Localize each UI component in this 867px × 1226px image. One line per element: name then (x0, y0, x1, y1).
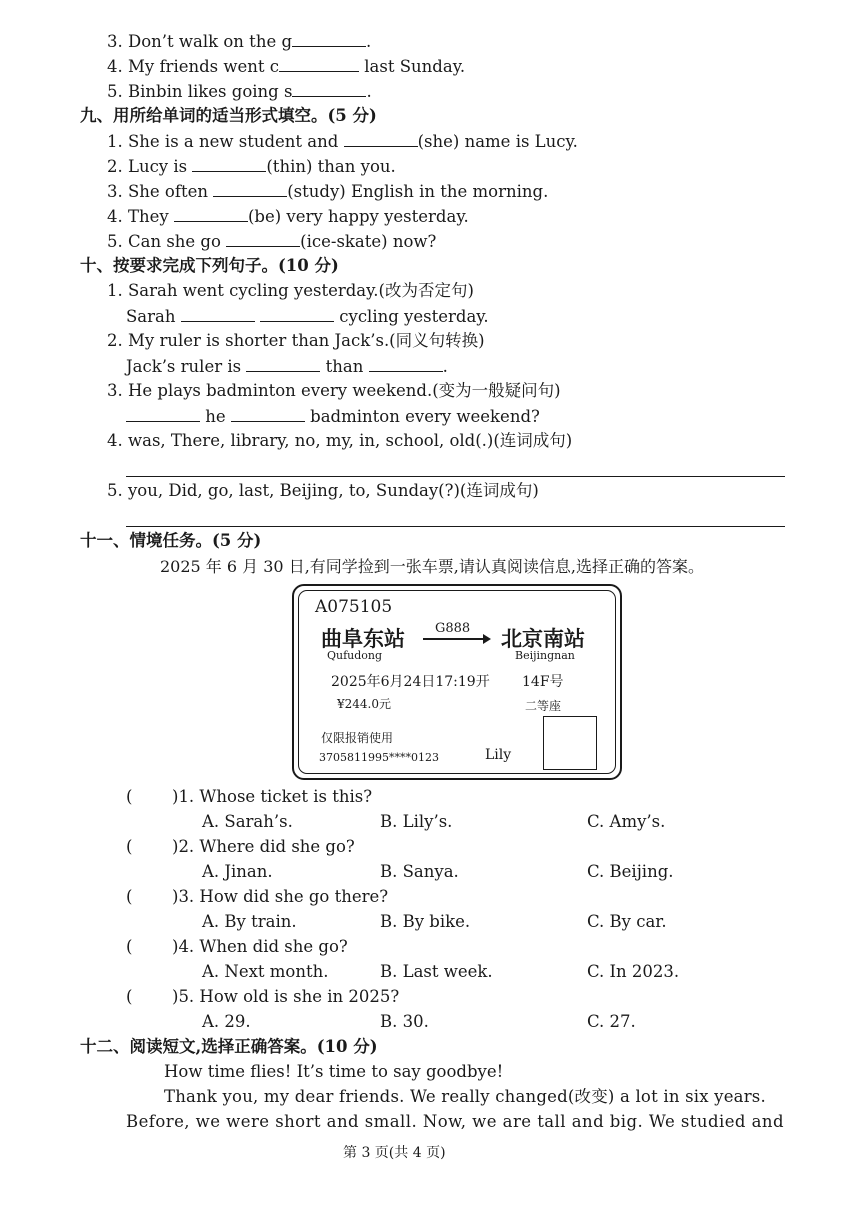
answer-rule[interactable] (126, 526, 785, 527)
ticket-number: A075105 (315, 597, 393, 617)
option-a[interactable]: A. 29. (202, 1012, 251, 1031)
question-text: 3. He plays badminton every weekend.(变为一般疑问句) (107, 381, 561, 400)
answer-blank[interactable] (213, 180, 287, 197)
answer-paren[interactable]: ( (126, 987, 133, 1006)
answer-line: Jack’s ruler is than . (126, 357, 448, 376)
answer-blank[interactable] (344, 130, 418, 147)
option-c[interactable]: C. By car. (587, 912, 667, 931)
fill-item: 4. They (be) very happy yesterday. (107, 207, 469, 226)
question-text: 1. Sarah went cycling yesterday.(改为否定句) (107, 281, 474, 300)
answer-blank[interactable] (292, 80, 366, 97)
page-footer: 第 3 页(共 4 页) (343, 1145, 446, 1161)
fill-item-3: 3. Don’t walk on the g . (107, 32, 372, 51)
train-ticket (292, 584, 622, 780)
passage-line: Thank you, my dear friends. We really changed(改变) a lot in six years. (164, 1087, 766, 1106)
question-text: )1. Whose ticket is this? (172, 787, 373, 806)
reimbursement-note: 仅限报销使用 (321, 731, 394, 745)
option-a[interactable]: A. Sarah’s. (202, 812, 293, 831)
passenger-name: Lily (485, 747, 512, 763)
option-b[interactable]: B. 30. (380, 1012, 429, 1031)
answer-rule[interactable] (126, 476, 785, 477)
answer-blank[interactable] (174, 205, 248, 222)
passenger-id: 3705811995****0123 (319, 751, 439, 764)
answer-paren[interactable]: ( (126, 787, 133, 806)
answer-blank[interactable] (279, 55, 359, 72)
question-text: 5. you, Did, go, last, Beijing, to, Sunday(?)(连词成句) (107, 481, 539, 500)
answer-blank[interactable] (231, 405, 305, 422)
seat-class: 二等座 (525, 699, 562, 713)
section-heading: 十一、情境任务。(5 分) (80, 531, 262, 550)
answer-blank[interactable] (246, 355, 320, 372)
passage-line: How time flies! It’s time to say goodbye! (164, 1062, 504, 1081)
question-text: 4. was, There, library, no, my, in, school, old(.)(连词成句) (107, 431, 573, 450)
section-heading: 十二、阅读短文,选择正确答案。(10 分) (80, 1037, 378, 1056)
option-a[interactable]: A. Next month. (202, 962, 329, 981)
passage-line: Before, we were short and small. Now, we are tall and big. We studied and (126, 1112, 785, 1131)
arrow-right-icon (423, 638, 489, 640)
option-a[interactable]: A. By train. (202, 912, 297, 931)
fill-item: 2. Lucy is (thin) than you. (107, 157, 396, 176)
task-intro: 2025 年 6 月 30 日,有同学捡到一张车票,请认真阅读信息,选择正确的答案。 (160, 557, 704, 576)
fill-item-5: 5. Binbin likes going s . (107, 82, 372, 101)
fill-item: 3. She often (study) English in the morning. (107, 182, 549, 201)
departure-station: 曲阜东站 (321, 626, 405, 651)
option-b[interactable]: B. Sanya. (380, 862, 459, 881)
answer-line: Sarah cycling yesterday. (126, 307, 489, 326)
option-a[interactable]: A. Jinan. (202, 862, 273, 881)
ticket-price: ¥244.0元 (337, 697, 391, 711)
arrival-pinyin: Beijingnan (515, 649, 575, 662)
answer-blank[interactable] (260, 305, 334, 322)
option-c[interactable]: C. Beijing. (587, 862, 674, 881)
answer-paren[interactable]: ( (126, 887, 133, 906)
arrival-station: 北京南站 (501, 626, 585, 651)
answer-blank[interactable] (192, 155, 266, 172)
answer-blank[interactable] (226, 230, 300, 247)
departure-pinyin: Qufudong (327, 649, 383, 662)
option-c[interactable]: C. Amy’s. (587, 812, 666, 831)
answer-paren[interactable]: ( (126, 837, 133, 856)
question-text: )4. When did she go? (172, 937, 348, 956)
section-heading: 十、按要求完成下列句子。(10 分) (80, 256, 339, 275)
question-text: )3. How did she go there? (172, 887, 389, 906)
question-text: )5. How old is she in 2025? (172, 987, 400, 1006)
option-c[interactable]: C. 27. (587, 1012, 636, 1031)
fill-item: 5. Can she go (ice-skate) now? (107, 232, 437, 251)
option-b[interactable]: B. Last week. (380, 962, 493, 981)
answer-blank[interactable] (181, 305, 255, 322)
seat-number: 14F号 (522, 674, 564, 690)
fill-item: 1. She is a new student and (she) name is Lucy. (107, 132, 578, 151)
question-text: )2. Where did she go? (172, 837, 355, 856)
train-number: G888 (435, 621, 471, 636)
question-text: 2. My ruler is shorter than Jack’s.(同义句转换) (107, 331, 485, 350)
answer-line: he badminton every weekend? (126, 405, 540, 428)
option-b[interactable]: B. By bike. (380, 912, 471, 931)
departure-datetime: 2025年6月24日17:19开 (331, 674, 490, 690)
section-heading: 九、用所给单词的适当形式填空。(5 分) (80, 106, 377, 125)
qr-code-box (543, 716, 597, 770)
answer-blank[interactable] (369, 355, 443, 372)
option-c[interactable]: C. In 2023. (587, 962, 680, 981)
fill-item-4: 4. My friends went c last Sunday. (107, 57, 466, 76)
answer-blank[interactable] (126, 405, 200, 422)
option-b[interactable]: B. Lily’s. (380, 812, 453, 831)
answer-paren[interactable]: ( (126, 937, 133, 956)
answer-blank[interactable] (292, 30, 366, 47)
